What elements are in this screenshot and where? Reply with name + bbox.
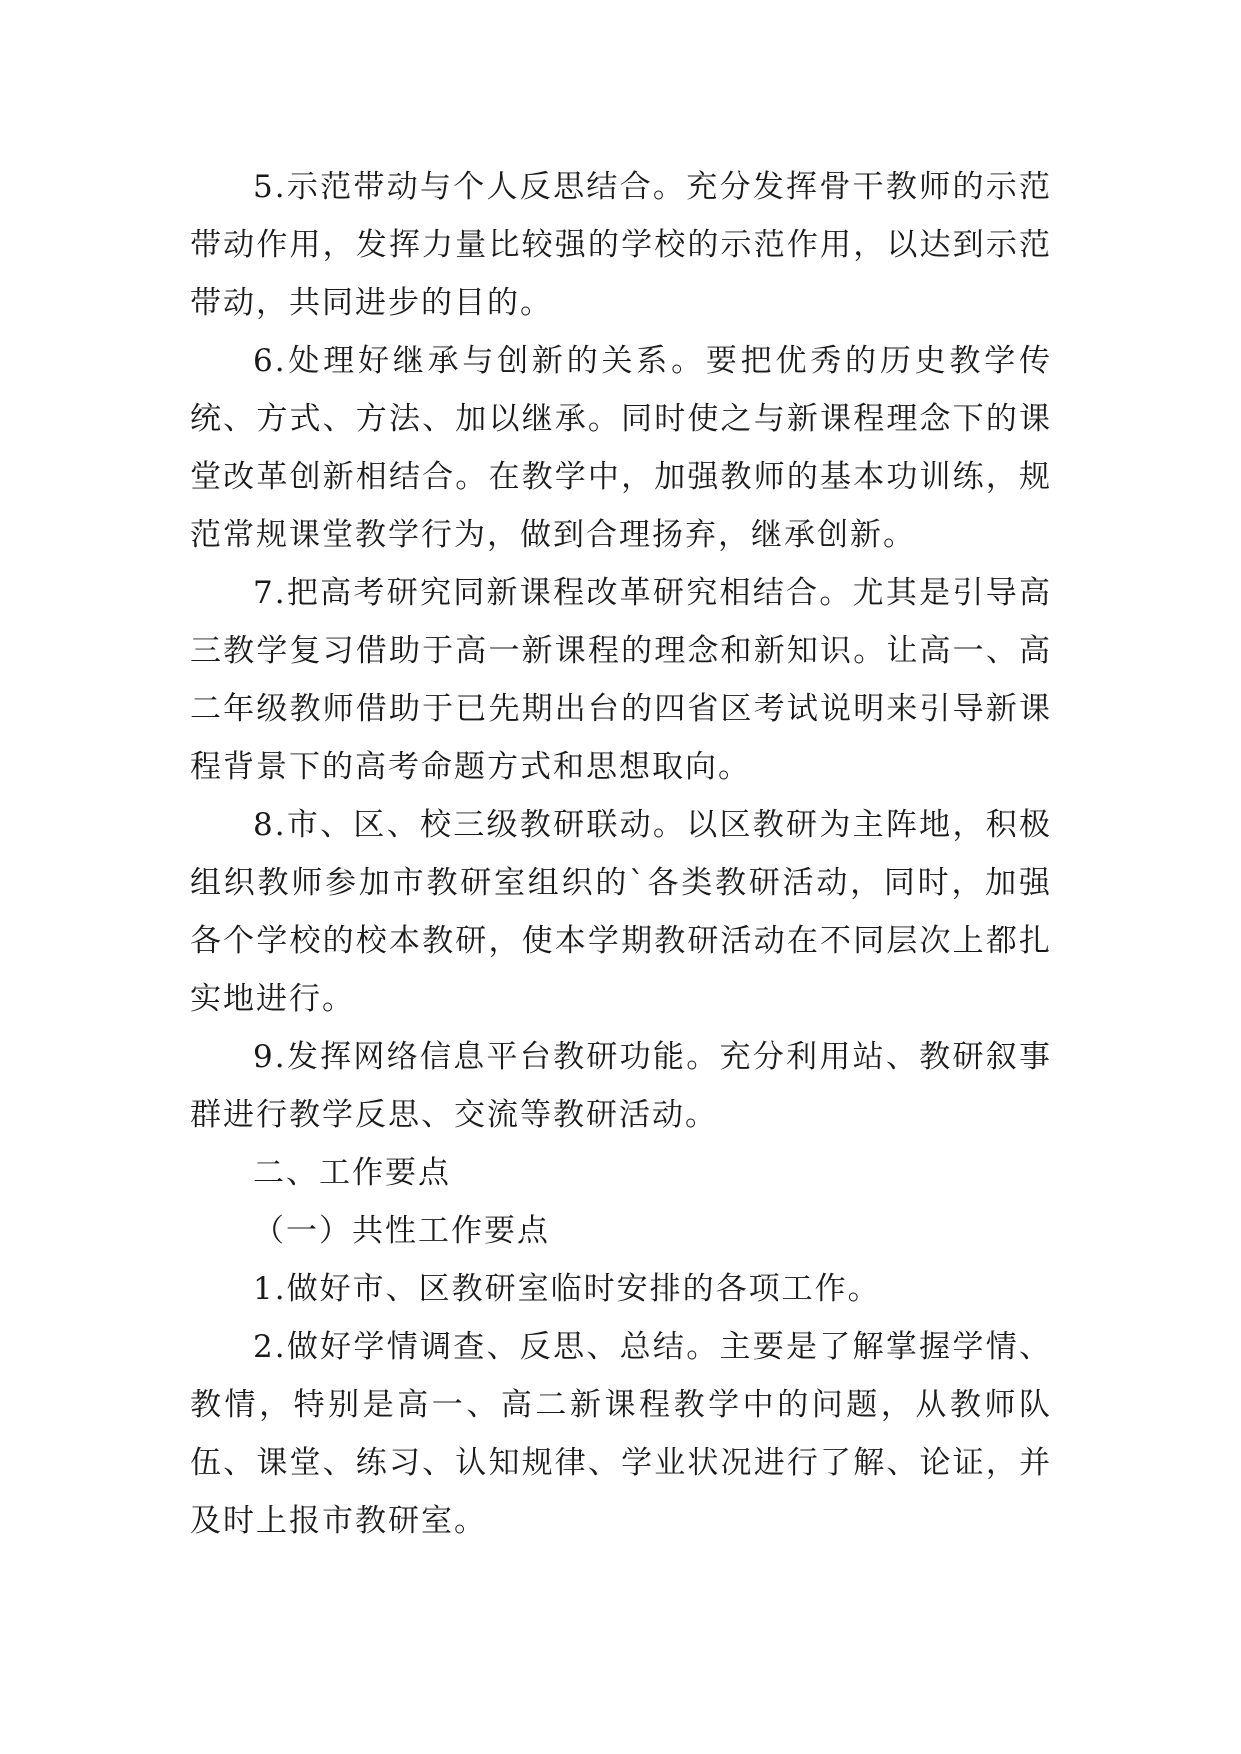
paragraph-5: 5.示范带动与个人反思结合。充分发挥骨干教师的示范带动作用，发挥力量比较强的学校的示范作用，以达到示范带动，共同进步的目的。 [190, 169, 1052, 321]
point-2: 2.做好学情调查、反思、总结。主要是了解掌握学情、教情，特别是高一、高二新课程教学中的问题，从教师队伍、课堂、练习、认知规律、学业状况进行了解、论证，并及时上报市教研室。 [190, 1329, 1052, 1539]
document-body [190, 158, 1052, 1550]
paragraph-8: 8.市、区、校三级教研联动。以区教研为主阵地，积极组织教师参加市教研室组织的`各类教研活动，同时，加强各个学校的校本教研，使本学期教研活动在不同层次上都扎实地进行。 [190, 807, 1052, 1017]
point-1: 1.做好市、区教研室临时安排的各项工作。 [253, 1271, 881, 1307]
paragraph-7: 7.把高考研究同新课程改革研究相结合。尤其是引导高三教学复习借助于高一新课程的理念和新知识。让高一、高二年级教师借助于已先期出台的四省区考试说明来引导新课程背景下的高考命题方式和思想取向。 [190, 575, 1052, 785]
subsection-heading: （一）共性工作要点 [253, 1213, 550, 1249]
section-heading: 二、工作要点 [253, 1155, 451, 1191]
paragraph-9: 9.发挥网络信息平台教研功能。充分利用站、教研叙事群进行教学反思、交流等教研活动。 [190, 1039, 1052, 1133]
paragraph-6: 6.处理好继承与创新的关系。要把优秀的历史教学传统、方式、方法、加以继承。同时使之与新课程理念下的课堂改革创新相结合。在教学中，加强教师的基本功训练，规范常规课堂教学行为，做到合理扬弃，继承创新。 [190, 343, 1052, 553]
